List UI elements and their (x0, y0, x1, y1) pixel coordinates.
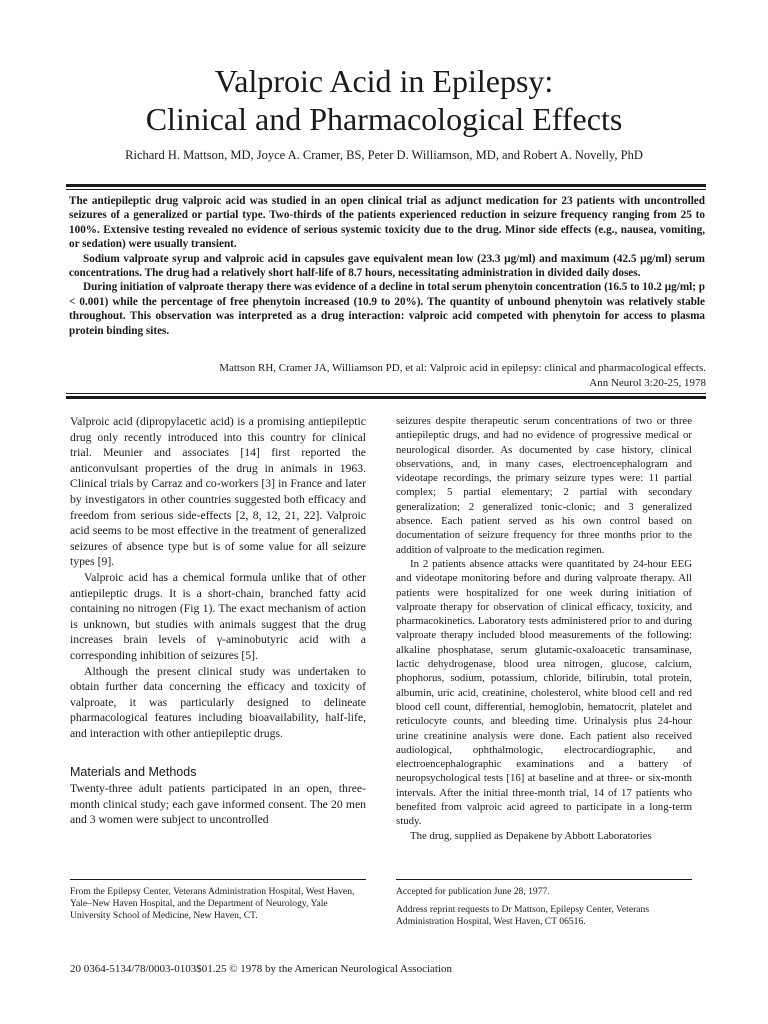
author-list: Richard H. Mattson, MD, Joyce A. Cramer, BS, Peter D. Williamson, MD, and Robert A. Novelly, PhD (125, 148, 643, 162)
publication-footnote (396, 886, 692, 934)
affiliation-footnote (70, 886, 366, 928)
abstract-top-rule (66, 184, 706, 187)
body-paragraph: The drug, supplied as Depakene by Abbott Laboratories (410, 829, 652, 842)
body-paragraph: Valproic acid has a chemical formula unlike that of other antiepileptic drugs. It is a short-chain, branched fatty acid containing no nitrogen (Fig 1). The exact mechanism of action is unknown, but studies with animals suggest that the drug increases brain levels of γ-aminobutyric acid with a corresponding inhibition of seizures [5]. (70, 570, 366, 662)
body-paragraph: Twenty-three adult patients participated in an open, three-month clinical study; each gave informed consent. The 20 men and 3 women were subject to uncontrolled (70, 782, 366, 827)
right-column (396, 414, 692, 843)
footnote-rule-right (396, 879, 692, 880)
footnote-rule-left (70, 879, 366, 880)
abstract-paragraph: The antiepileptic drug valproic acid was studied in an open clinical trial as adjunct medication for 23 patients with uncontrolled seizures of a generalized or partial type. Two-thirds of the patients experienced reduction in seizure frequency ranging from 25 to 100%. Extensive testing revealed no evidence of serious systemic toxicity due to the drug. Minor side effects (e.g., nausea, vomiting, or sedation) were usually transient. (69, 195, 705, 251)
body-paragraph: In 2 patients absence attacks were quantitated by 24-hour EEG and videotape monitoring before and during valproate therapy. All patients were hospitalized for one week during initiation of valproate therapy for observation of clinical efficacy, toxicity, and pharmacokinetics. Laboratory tests administered prior to and during valproate therapy included blood measurements of the following: alkaline phosphatase, serum glutamic-oxaloacetic transaminase, lactic dehydrogenase, blood urea nitrogen, glucose, calcium, phophorus, sodium, potassium, chloride, bilirubin, total protein, albumin, uric acid, creatinine, cholesterol, white blood cell and red blood cell count, differential, hemoglobin, hematocrit, platelet and reticulocyte counts, and bleeding time. Urinalysis plus 24-hour urine creatinine analysis were done. Each patient also received audiological, ophthalmologic, electrocardiographic, and electroencephalographic examinations and a battery of neuropsychological tests [16] at baseline and at three- or six-month intervals. After the initial three-month trial, 14 of 17 patients who benefited from valproic acid agreed to participate in a long-term study. (396, 557, 692, 828)
body-paragraph: Although the present clinical study was undertaken to obtain further data concerning the efficacy and toxicity of valproate, it was particularly designed to delineate pharmacological features including bioavailability, half-life, and interaction with other antiepileptic drugs. (70, 664, 366, 740)
citation-line-2: Ann Neurol 3:20-25, 1978 (589, 377, 706, 389)
abstract-paragraph: During initiation of valproate therapy there was evidence of a decline in total serum phenytoin concentration (16.5 to 10.2 µg/ml; p < 0.001) while the percentage of free phenytoin increased (10.9 to 20%). The quantity of unbound phenytoin was relatively stable throughout. This observation was interpreted as a drug interaction: valproic acid competed with phenytoin for access to plasma protein binding sites. (69, 281, 705, 337)
body-paragraph: seizures despite therapeutic serum concentrations of two or three antiepileptic drugs, and had no evidence of progressive medical or neurological disorder. As documented by case history, clinical observations, and, in many cases, electroencephalogram and videotape recordings, the primary seizure types were: 11 partial complex; 5 partial elementary; 2 partial with secondary generalization; 2 generalized tonic-clonic; and 3 generalized absence. Each patient served as his own control based on documentation of seizure frequency for three months prior to the addition of valproate to the medication regimen. (396, 415, 692, 556)
body-paragraph: Valproic acid (dipropylacetic acid) is a promising antiepileptic drug only recently introduced into this country for clinical trial. Meunier and associates [14] first reported the anticonvulsant properties of the drug in animals in 1963. Clinical trials by Carraz and co-workers [3] in France and later by investigators in other countries suggested both efficacy and freedom from serious side-effects [2, 8, 12, 21, 22]. Valproic acid seems to be most effective in the treatment of generalized seizures of absence type but is of some value for all seizure types [9]. (70, 415, 366, 569)
accepted-date: Accepted for publication June 28, 1977. (396, 886, 550, 897)
reprint-address: Address reprint requests to Dr Mattson, Epilepsy Center, Veterans Administration Hospital, West Haven, CT 06516. (396, 904, 650, 927)
abstract-bottom-rule (66, 396, 706, 399)
title-line-1: Valproic Acid in Epilepsy: (214, 63, 554, 99)
article-title (0, 62, 768, 138)
abstract (69, 194, 705, 338)
section-heading-methods: Materials and Methods (70, 765, 197, 780)
abstract-bottom-rule-thin (66, 393, 706, 394)
abstract-paragraph: Sodium valproate syrup and valproic acid in capsules gave equivalent mean low (23.3 µg/ml) and maximum (42.5 µg/ml) serum concentrations. The drug had a relatively short half-life of 8.7 hours, necessitating administration in divided daily doses. (69, 252, 705, 280)
left-column (70, 414, 366, 828)
title-line-2: Clinical and Pharmacological Effects (145, 101, 623, 137)
affiliation-text: From the Epilepsy Center, Veterans Administration Hospital, West Haven, Yale–New Haven Hospital, and the Department of Neurology, Yale University School of Medicine, New Haven, CT. (70, 886, 355, 921)
abstract-top-rule-thin (66, 189, 706, 190)
citation (106, 361, 706, 391)
citation-line-1: Mattson RH, Cramer JA, Williamson PD, et al: Valproic acid in epilepsy: clinical and pharmacological effects. (219, 362, 706, 374)
page-footer: 20 0364-5134/78/0003-0103$01.25 © 1978 by the American Neurological Association (70, 963, 452, 975)
